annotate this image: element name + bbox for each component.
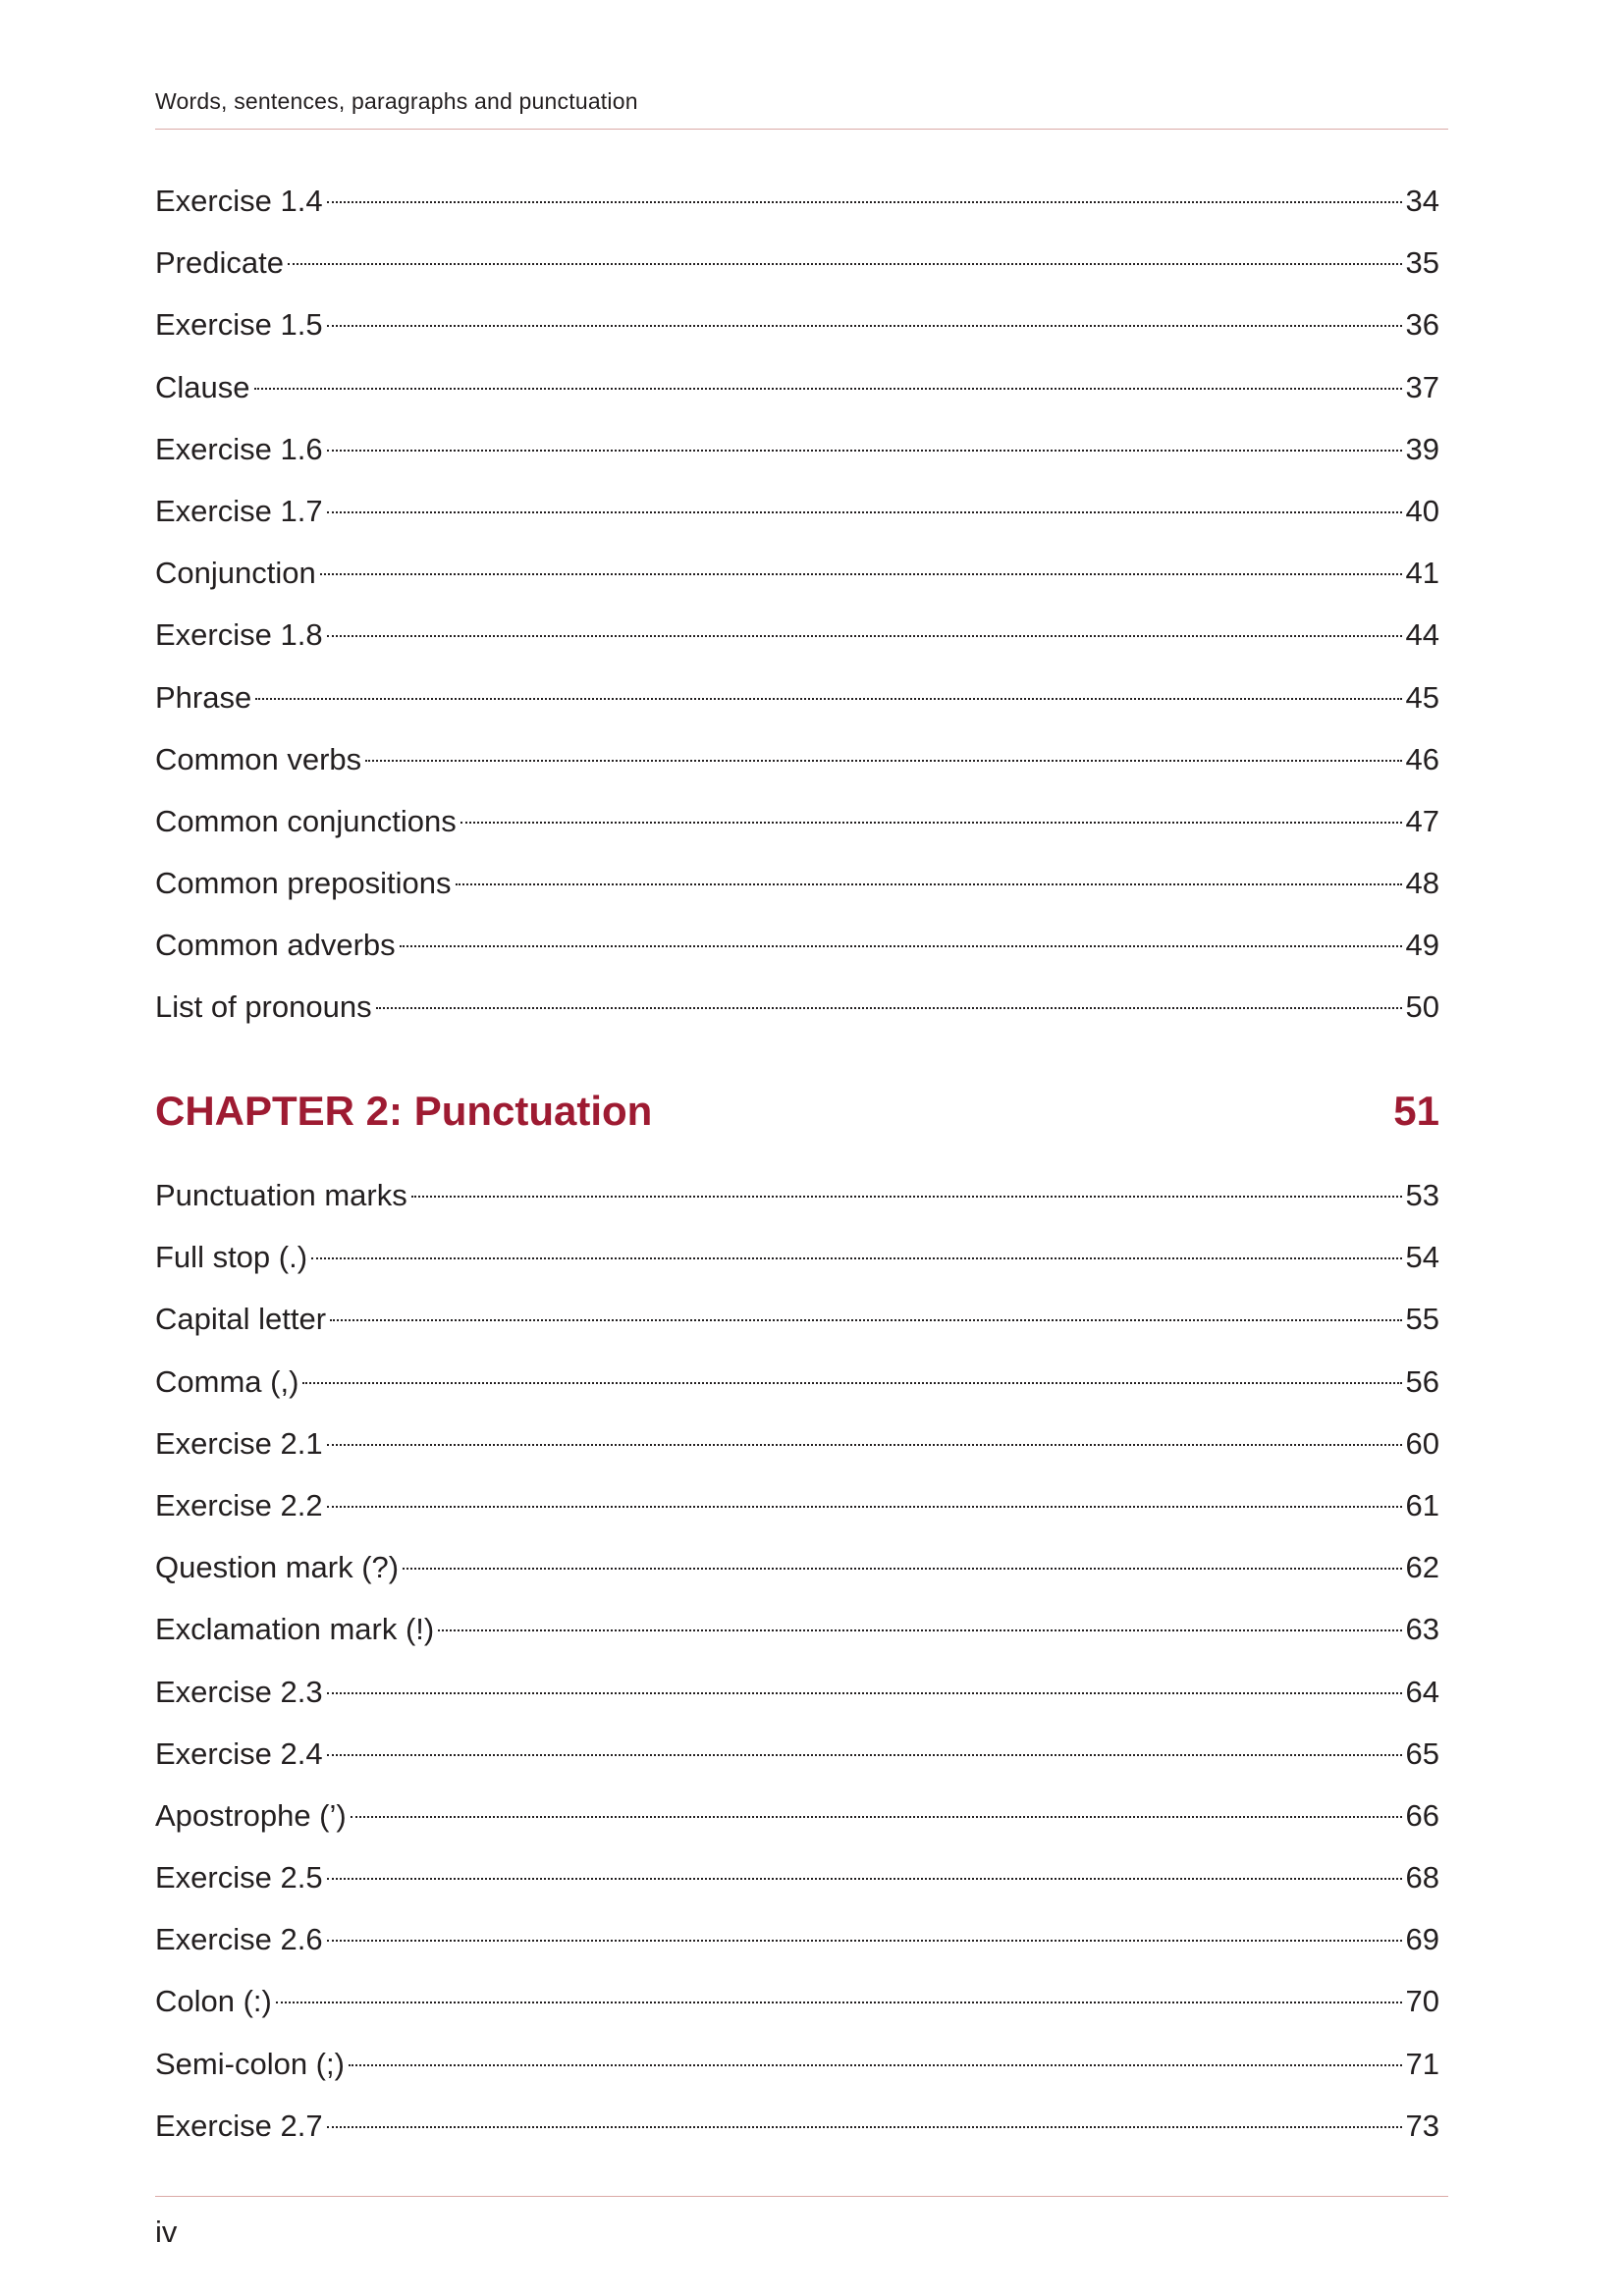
- toc-entry-page-number: 44: [1405, 617, 1439, 653]
- toc-entry-page-number: 37: [1405, 369, 1439, 404]
- toc-entry-page-number: 60: [1405, 1425, 1439, 1461]
- dot-leader: [327, 1692, 1402, 1694]
- toc-entry-title: Predicate: [155, 245, 284, 281]
- toc-entry-title: Capital letter: [155, 1302, 327, 1337]
- dot-leader: [376, 1007, 1402, 1009]
- toc-entry-title: Exercise 2.6: [155, 1922, 323, 1957]
- toc-entry-page-number: 40: [1405, 493, 1439, 528]
- toc-entry-title: Full stop (.): [155, 1240, 308, 1275]
- toc-entry[interactable]: [155, 1785, 1439, 1846]
- toc-entry-title: Common adverbs: [155, 928, 396, 963]
- toc-entry-title: Conjunction: [155, 556, 316, 591]
- dot-leader: [349, 2064, 1402, 2066]
- header-rule: [155, 129, 1448, 130]
- toc-entry[interactable]: [155, 232, 1439, 294]
- toc-entry-page-number: 54: [1405, 1240, 1439, 1275]
- dot-leader: [400, 945, 1402, 947]
- dot-leader: [411, 1196, 1402, 1198]
- toc-entry[interactable]: [155, 914, 1439, 976]
- chapter-page-number: 51: [1393, 1088, 1439, 1134]
- dot-leader: [456, 883, 1402, 885]
- toc-entry[interactable]: [155, 1970, 1439, 2032]
- toc-entry-page-number: 47: [1405, 803, 1439, 838]
- dot-leader: [327, 1444, 1402, 1446]
- toc-entry-title: Question mark (?): [155, 1550, 400, 1585]
- toc-entry-title: Phrase: [155, 679, 252, 715]
- toc-entry-page-number: 65: [1405, 1735, 1439, 1771]
- chapter-title: CHAPTER 2: Punctuation: [155, 1088, 653, 1134]
- dot-leader: [351, 1816, 1402, 1818]
- dot-leader: [330, 1319, 1401, 1321]
- toc-entry[interactable]: [155, 418, 1439, 480]
- toc-entry-page-number: 69: [1405, 1922, 1439, 1957]
- toc-entry[interactable]: [155, 542, 1439, 604]
- toc-entry-page-number: 71: [1405, 2046, 1439, 2081]
- dot-leader: [438, 1629, 1401, 1631]
- dot-leader: [254, 388, 1402, 390]
- toc-entry-page-number: 55: [1405, 1302, 1439, 1337]
- toc-entry[interactable]: [155, 170, 1439, 232]
- dot-leader: [327, 635, 1402, 637]
- toc-entry-page-number: 62: [1405, 1550, 1439, 1585]
- toc-entry-page-number: 70: [1405, 1984, 1439, 2019]
- dot-leader: [403, 1568, 1401, 1570]
- toc-entry-title: Exercise 1.6: [155, 431, 323, 466]
- toc-entry-page-number: 35: [1405, 245, 1439, 281]
- toc-entry[interactable]: [155, 480, 1439, 542]
- toc-entry-title: Colon (:): [155, 1984, 272, 2019]
- dot-leader: [327, 201, 1402, 203]
- toc-list-chapter-2: [155, 1164, 1439, 2157]
- toc-entry[interactable]: [155, 1908, 1439, 1970]
- toc-entry[interactable]: [155, 294, 1439, 355]
- toc-entry-page-number: 48: [1405, 866, 1439, 901]
- toc-entry-title: Clause: [155, 369, 250, 404]
- dot-leader: [327, 1506, 1402, 1508]
- toc-entry-page-number: 68: [1405, 1860, 1439, 1896]
- page-folio: iv: [155, 2215, 178, 2249]
- toc-entry[interactable]: [155, 1226, 1439, 1288]
- toc-entry-title: Punctuation marks: [155, 1178, 407, 1212]
- toc-entry-page-number: 46: [1405, 741, 1439, 776]
- dot-leader: [327, 1878, 1402, 1880]
- toc-entry-title: Common verbs: [155, 741, 362, 776]
- dot-leader: [320, 573, 1402, 575]
- toc-entry[interactable]: [155, 1846, 1439, 1908]
- toc-entry-title: Exercise 2.3: [155, 1674, 323, 1709]
- dot-leader: [276, 2002, 1402, 2003]
- toc-entry-title: Apostrophe (’): [155, 1797, 347, 1833]
- dot-leader: [460, 822, 1402, 824]
- toc-entry[interactable]: [155, 1413, 1439, 1474]
- toc-entry-title: Exercise 1.4: [155, 184, 323, 218]
- dot-leader: [327, 325, 1402, 327]
- toc-entry-title: Comma (,): [155, 1363, 299, 1399]
- footer-rule: [155, 2196, 1448, 2197]
- toc-entry[interactable]: [155, 1661, 1439, 1723]
- toc-entry[interactable]: [155, 356, 1439, 418]
- toc-entry[interactable]: [155, 976, 1439, 1038]
- toc-entry-title: Exercise 1.7: [155, 493, 323, 528]
- toc-entry[interactable]: [155, 1598, 1439, 1660]
- toc-entry-page-number: 61: [1405, 1487, 1439, 1522]
- toc-entry-title: Semi-colon (;): [155, 2046, 345, 2081]
- toc-entry-page-number: 36: [1405, 307, 1439, 343]
- toc-entry-page-number: 50: [1405, 989, 1439, 1025]
- toc-entry-page-number: 64: [1405, 1674, 1439, 1709]
- toc-entry-page-number: 45: [1405, 679, 1439, 715]
- dot-leader: [365, 760, 1401, 762]
- toc-entry-page-number: 49: [1405, 928, 1439, 963]
- toc-entry[interactable]: [155, 1288, 1439, 1350]
- toc-entry[interactable]: [155, 1536, 1439, 1598]
- toc-entry-page-number: 34: [1405, 184, 1439, 218]
- toc-entry-title: Exercise 1.8: [155, 617, 323, 653]
- chapter-heading[interactable]: [155, 1088, 1439, 1135]
- dot-leader: [327, 2126, 1402, 2128]
- toc-entry-page-number: 66: [1405, 1797, 1439, 1833]
- toc-entry[interactable]: [155, 1351, 1439, 1413]
- toc-entry[interactable]: [155, 1723, 1439, 1785]
- toc-entry[interactable]: [155, 667, 1439, 728]
- toc-entry-title: Common conjunctions: [155, 803, 457, 838]
- toc-entry-title: Exercise 2.7: [155, 2108, 323, 2143]
- toc-entry-title: Exercise 1.5: [155, 307, 323, 343]
- toc-entry-page-number: 56: [1405, 1363, 1439, 1399]
- dot-leader: [255, 698, 1401, 700]
- toc-entry-page-number: 63: [1405, 1612, 1439, 1647]
- toc-entry[interactable]: [155, 1164, 1439, 1226]
- toc-entry-title: Exercise 2.2: [155, 1487, 323, 1522]
- toc-entry[interactable]: [155, 604, 1439, 666]
- dot-leader: [327, 1754, 1402, 1756]
- toc-entry[interactable]: [155, 790, 1439, 852]
- dot-leader: [327, 1940, 1402, 1942]
- toc-entry[interactable]: [155, 852, 1439, 914]
- toc-list-chapter-1: [155, 170, 1439, 1039]
- toc-entry-title: List of pronouns: [155, 989, 372, 1025]
- running-head: Words, sentences, paragraphs and punctuation: [155, 88, 638, 114]
- toc-entry-title: Exclamation mark (!): [155, 1612, 435, 1647]
- toc-entry[interactable]: [155, 2095, 1439, 2157]
- toc-entry-page-number: 39: [1405, 431, 1439, 466]
- dot-leader: [327, 511, 1402, 513]
- toc-entry-title: Exercise 2.1: [155, 1425, 323, 1461]
- toc-entry-title: Exercise 2.5: [155, 1860, 323, 1896]
- toc-entry-title: Common prepositions: [155, 866, 452, 901]
- toc-entry[interactable]: [155, 1474, 1439, 1536]
- dot-leader: [288, 263, 1402, 265]
- dot-leader: [311, 1257, 1401, 1259]
- toc-entry-page-number: 41: [1405, 556, 1439, 591]
- toc-entry[interactable]: [155, 2033, 1439, 2095]
- dot-leader: [327, 450, 1402, 452]
- toc-entry-title: Exercise 2.4: [155, 1735, 323, 1771]
- toc-entry[interactable]: [155, 728, 1439, 790]
- toc-entry-page-number: 73: [1405, 2108, 1439, 2143]
- dot-leader: [302, 1382, 1401, 1384]
- toc-entry-page-number: 53: [1405, 1178, 1439, 1212]
